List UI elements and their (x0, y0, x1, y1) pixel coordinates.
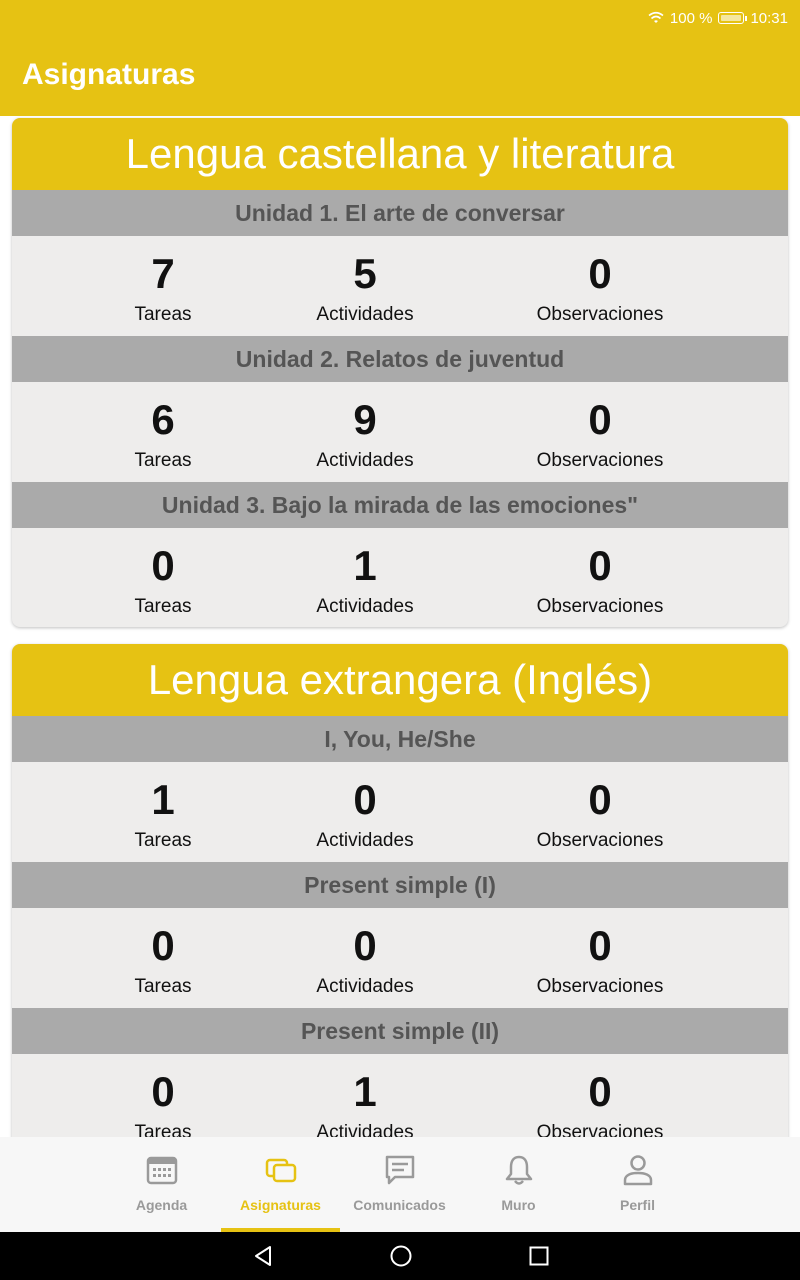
tareas-label: Tareas (134, 596, 192, 617)
observaciones-count: 0 (588, 542, 612, 589)
nav-label: Asignaturas (240, 1197, 321, 1213)
tareas-label: Tareas (134, 304, 192, 325)
message-icon (383, 1153, 417, 1187)
unit-title[interactable]: I, You, He/She (12, 716, 788, 762)
unit-stats (12, 762, 788, 862)
status-bar (648, 8, 788, 28)
unit-title[interactable]: Present simple (I) (12, 862, 788, 908)
nav-muro[interactable] (459, 1137, 578, 1232)
unit-stats (12, 1054, 788, 1137)
stat-observaciones[interactable] (500, 236, 700, 326)
actividades-label: Actividades (316, 304, 414, 325)
recents-icon[interactable] (527, 1244, 551, 1268)
stat-actividades[interactable] (265, 762, 465, 852)
observaciones-label: Observaciones (536, 450, 664, 471)
nav-perfil[interactable] (578, 1137, 697, 1232)
tareas-count: 0 (151, 922, 175, 969)
subject-card[interactable] (12, 644, 788, 1137)
actividades-label: Actividades (316, 596, 414, 617)
page-title: Asignaturas (22, 58, 196, 91)
stat-observaciones[interactable] (500, 908, 700, 998)
nav-label: Comunicados (353, 1197, 446, 1213)
stat-tareas[interactable] (63, 382, 263, 472)
tareas-label: Tareas (134, 976, 192, 997)
actividades-label: Actividades (316, 450, 414, 471)
unit-title[interactable]: Present simple (II) (12, 1008, 788, 1054)
observaciones-label: Observaciones (536, 596, 664, 617)
observaciones-count: 0 (588, 776, 612, 823)
stat-actividades[interactable] (265, 528, 465, 618)
app-bar (0, 0, 800, 116)
actividades-count: 0 (353, 922, 377, 969)
subject-title: Lengua extrangera (Inglés) (12, 644, 788, 716)
stat-actividades[interactable] (265, 1054, 465, 1137)
actividades-count: 0 (353, 776, 377, 823)
home-icon[interactable] (389, 1244, 413, 1268)
observaciones-label: Observaciones (536, 304, 664, 325)
observaciones-count: 0 (588, 250, 612, 297)
stat-actividades[interactable] (265, 908, 465, 998)
battery-icon (718, 12, 744, 24)
bottom-navigation (0, 1137, 800, 1232)
stat-tareas[interactable] (63, 762, 263, 852)
nav-label: Perfil (619, 1197, 655, 1213)
observaciones-count: 0 (588, 396, 612, 443)
stat-tareas[interactable] (63, 528, 263, 618)
actividades-count: 9 (353, 396, 377, 443)
actividades-count: 1 (353, 1068, 377, 1115)
tareas-count: 6 (151, 396, 175, 443)
subject-card[interactable] (12, 118, 788, 627)
stat-observaciones[interactable] (500, 382, 700, 472)
observaciones-count: 0 (588, 1068, 612, 1115)
subjects-list[interactable] (0, 116, 800, 1137)
unit-stats (12, 236, 788, 336)
subject-title: Lengua castellana y literatura (12, 118, 788, 190)
observaciones-label: Observaciones (536, 976, 664, 997)
stat-tareas[interactable] (63, 1054, 263, 1137)
system-navigation-bar (0, 1232, 800, 1280)
battery-percent: 100 % (669, 9, 713, 27)
unit-stats (12, 528, 788, 627)
nav-asignaturas[interactable] (221, 1137, 340, 1232)
tareas-count: 0 (151, 1068, 175, 1115)
stat-observaciones[interactable] (500, 762, 700, 852)
actividades-count: 5 (353, 250, 377, 297)
user-icon (621, 1153, 655, 1187)
nav-label: Muro (501, 1197, 536, 1213)
actividades-count: 1 (353, 542, 377, 589)
stat-actividades[interactable] (265, 236, 465, 326)
nav-comunicados[interactable] (340, 1137, 459, 1232)
tareas-count: 7 (151, 250, 175, 297)
stat-tareas[interactable] (63, 908, 263, 998)
unit-stats (12, 908, 788, 1008)
clock: 10:31 (750, 9, 788, 27)
observaciones-count: 0 (588, 922, 612, 969)
stat-observaciones[interactable] (500, 1054, 700, 1137)
stat-actividades[interactable] (265, 382, 465, 472)
unit-title[interactable]: Unidad 3. Bajo la mirada de las emociones" (12, 482, 788, 528)
tareas-count: 0 (151, 542, 175, 589)
nav-label: Agenda (135, 1197, 188, 1213)
tareas-label: Tareas (134, 450, 192, 471)
back-icon[interactable] (251, 1244, 275, 1268)
observaciones-label: Observaciones (536, 830, 664, 851)
actividades-label: Actividades (316, 976, 414, 997)
tareas-label: Tareas (134, 830, 192, 851)
tareas-count: 1 (151, 776, 175, 823)
wifi-icon (648, 11, 664, 25)
actividades-label: Actividades (316, 830, 414, 851)
actividades-label: Actividades (316, 1122, 414, 1137)
nav-agenda[interactable] (102, 1137, 221, 1232)
stat-observaciones[interactable] (500, 528, 700, 618)
observaciones-label: Observaciones (536, 1122, 664, 1137)
bell-icon (502, 1153, 536, 1187)
unit-title[interactable]: Unidad 2. Relatos de juventud (12, 336, 788, 382)
folders-icon (264, 1153, 298, 1187)
tareas-label: Tareas (134, 1122, 192, 1137)
unit-stats (12, 382, 788, 482)
unit-title[interactable]: Unidad 1. El arte de conversar (12, 190, 788, 236)
stat-tareas[interactable] (63, 236, 263, 326)
calendar-icon (145, 1153, 179, 1187)
